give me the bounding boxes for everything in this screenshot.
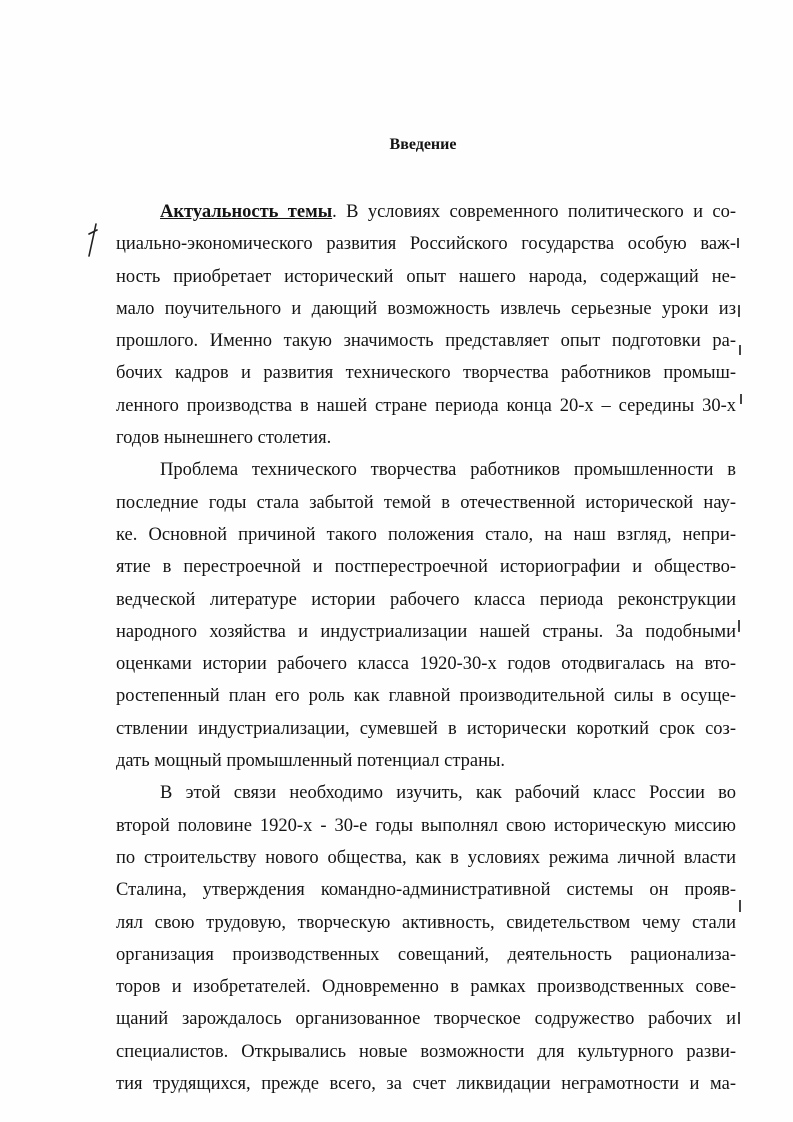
scan-artifact <box>738 620 740 632</box>
text-line: прошлого. Именно такую значимость представляет опыт подготовки ра- <box>116 331 736 352</box>
text-line: ленного производства в нашей стране периода конца 20-х – середины 30-х <box>116 395 736 416</box>
scan-artifact <box>738 305 740 317</box>
text-line: по строительству нового общества, как в условиях режима личной власти <box>116 847 736 868</box>
text-line: лял свою трудовую, творческую активность, свидетельством чему стали <box>116 912 736 933</box>
page-title: Введение <box>389 136 457 153</box>
text-line: щаний зарождалось организованное творческое содружество рабочих и <box>116 1009 736 1030</box>
text-line: ростепенный план его роль как главной производительной силы в осуще- <box>116 686 736 707</box>
scan-artifact <box>738 1012 740 1024</box>
text-line: Сталина, утверждения командно-административной системы он прояв- <box>116 880 736 901</box>
text-line: народного хозяйства и индустриализации нашей страны. За подобными <box>116 621 736 642</box>
body-text <box>116 196 736 1100</box>
scan-artifact <box>740 394 742 404</box>
text-line: ствлении индустриализации, сумевшей в исторически короткий срок соз- <box>116 718 736 739</box>
text-line: второй половине 1920-х - 30-е годы выполнял свою историческую миссию <box>116 815 736 836</box>
text-line: торов и изобретателей. Одновременно в рамках производственных сове- <box>116 977 736 998</box>
text-line: циально-экономического развития Российского государства особую важ- <box>116 234 736 255</box>
scan-artifact <box>739 345 741 355</box>
text-line: мало поучительного и дающий возможность извлечь серьезные уроки из <box>116 298 736 319</box>
text-line: ятие в перестроечной и постперестроечной историографии и общество- <box>116 557 736 578</box>
text-line: ке. Основной причиной такого положения стало, на наш взгляд, непри- <box>116 524 736 545</box>
text-line: годов нынешнего столетия. <box>116 428 332 449</box>
text-line: специалистов. Открывались новые возможности для культурного разви- <box>116 1041 736 1062</box>
text-line: ность приобретает исторический опыт нашего народа, содержащий не- <box>116 266 736 287</box>
text-line: дать мощный промышленный потенциал страны. <box>116 751 506 772</box>
text-line: последние годы стала забытой темой в отечественной исторической нау- <box>116 492 736 513</box>
scan-artifact <box>739 900 741 912</box>
text-line: Актуальность темы. В условиях современного политического и со- <box>160 202 736 222</box>
text-line: бочих кадров и развития технического творчества работников промыш- <box>116 363 736 384</box>
text-line: В этой связи необходимо изучить, как рабочий класс России во <box>160 783 736 804</box>
scan-artifact <box>737 238 739 248</box>
section-lead-phrase: Актуальность темы <box>160 202 333 222</box>
text-line: тия трудящихся, прежде всего, за счет ликвидации неграмотности и ма- <box>116 1074 736 1095</box>
text-line: Проблема технического творчества работников промышленности в <box>160 460 736 481</box>
text-line: организация производственных совещаний, деятельность рационализа- <box>116 944 736 965</box>
handwritten-margin-mark <box>85 222 99 258</box>
text-line: ведческой литературе истории рабочего класса периода реконструкции <box>116 589 736 610</box>
text-line: оценками истории рабочего класса 1920-30-х годов отодвигалась на вто- <box>116 654 736 675</box>
